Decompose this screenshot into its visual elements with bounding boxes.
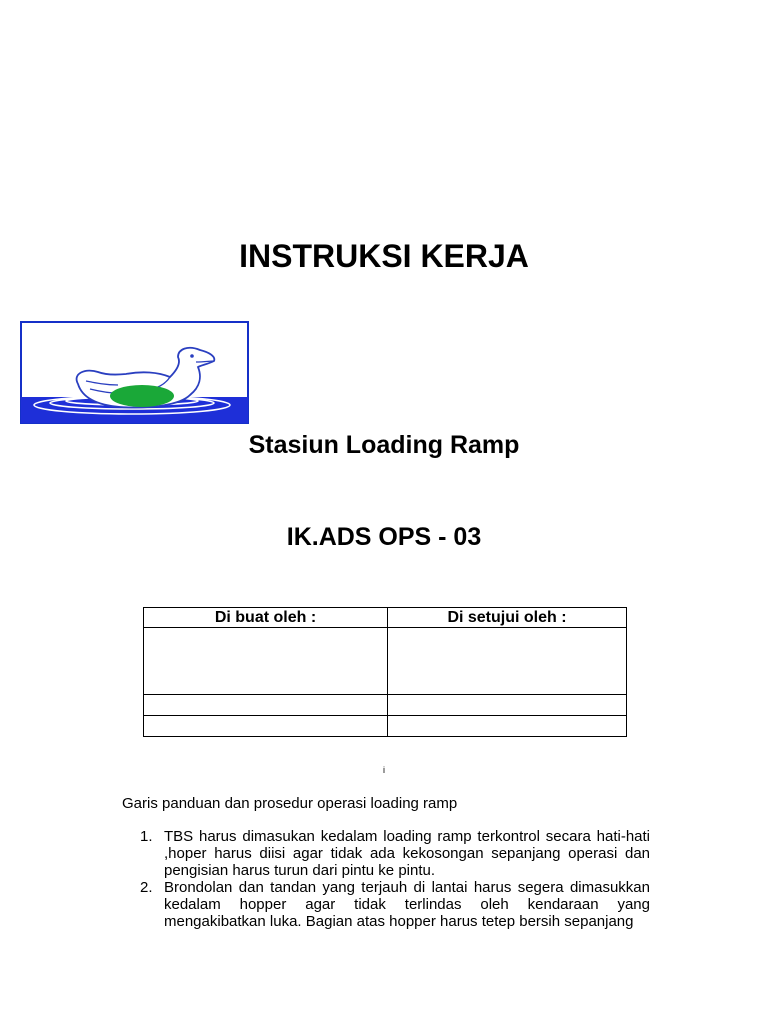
position-row [144, 716, 627, 737]
list-item-text: Brondolan dan tandan yang terjauh di lantai harus segera dimasukkan kedalam hopper agar tidak terlindas oleh kendaraan yang mengakibatkan luka. Bagian atas hopper harus tetep bersih sepanjang [164, 879, 650, 930]
document-title: INSTRUKSI KERJA [239, 238, 529, 274]
approved-by-position-cell [388, 716, 627, 737]
prepared-by-header: Di buat oleh : [144, 608, 388, 628]
document-code: IK.ADS OPS - 03 [286, 523, 482, 551]
prepared-by-name-cell [144, 695, 388, 716]
list-item-number: 1. [140, 828, 153, 845]
list-item [122, 879, 650, 930]
station-title: Stasiun Loading Ramp [248, 431, 520, 459]
approval-table [143, 607, 627, 737]
procedure-list [122, 828, 650, 930]
list-item-number: 2. [140, 879, 153, 896]
approval-header-row [144, 608, 627, 628]
approved-by-header: Di setujui oleh : [388, 608, 627, 628]
list-item-text: TBS harus dimasukan kedalam loading ramp terkontrol secara hati-hati ,hoper harus diisi agar tidak ada kekosongan sepanjang operasi dan pengisian harus turun dari pintu ke pintu. [164, 828, 650, 879]
intro-text: Garis panduan dan prosedur operasi loading ramp [122, 795, 458, 812]
name-row [144, 695, 627, 716]
list-item [122, 828, 650, 879]
page-number: i [383, 765, 385, 775]
duck-spot [110, 385, 174, 407]
approved-by-name-cell [388, 695, 627, 716]
duck-logo [20, 321, 249, 424]
prepared-by-signature-cell [144, 628, 388, 695]
approved-by-signature-cell [388, 628, 627, 695]
signature-row [144, 628, 627, 695]
prepared-by-position-cell [144, 716, 388, 737]
